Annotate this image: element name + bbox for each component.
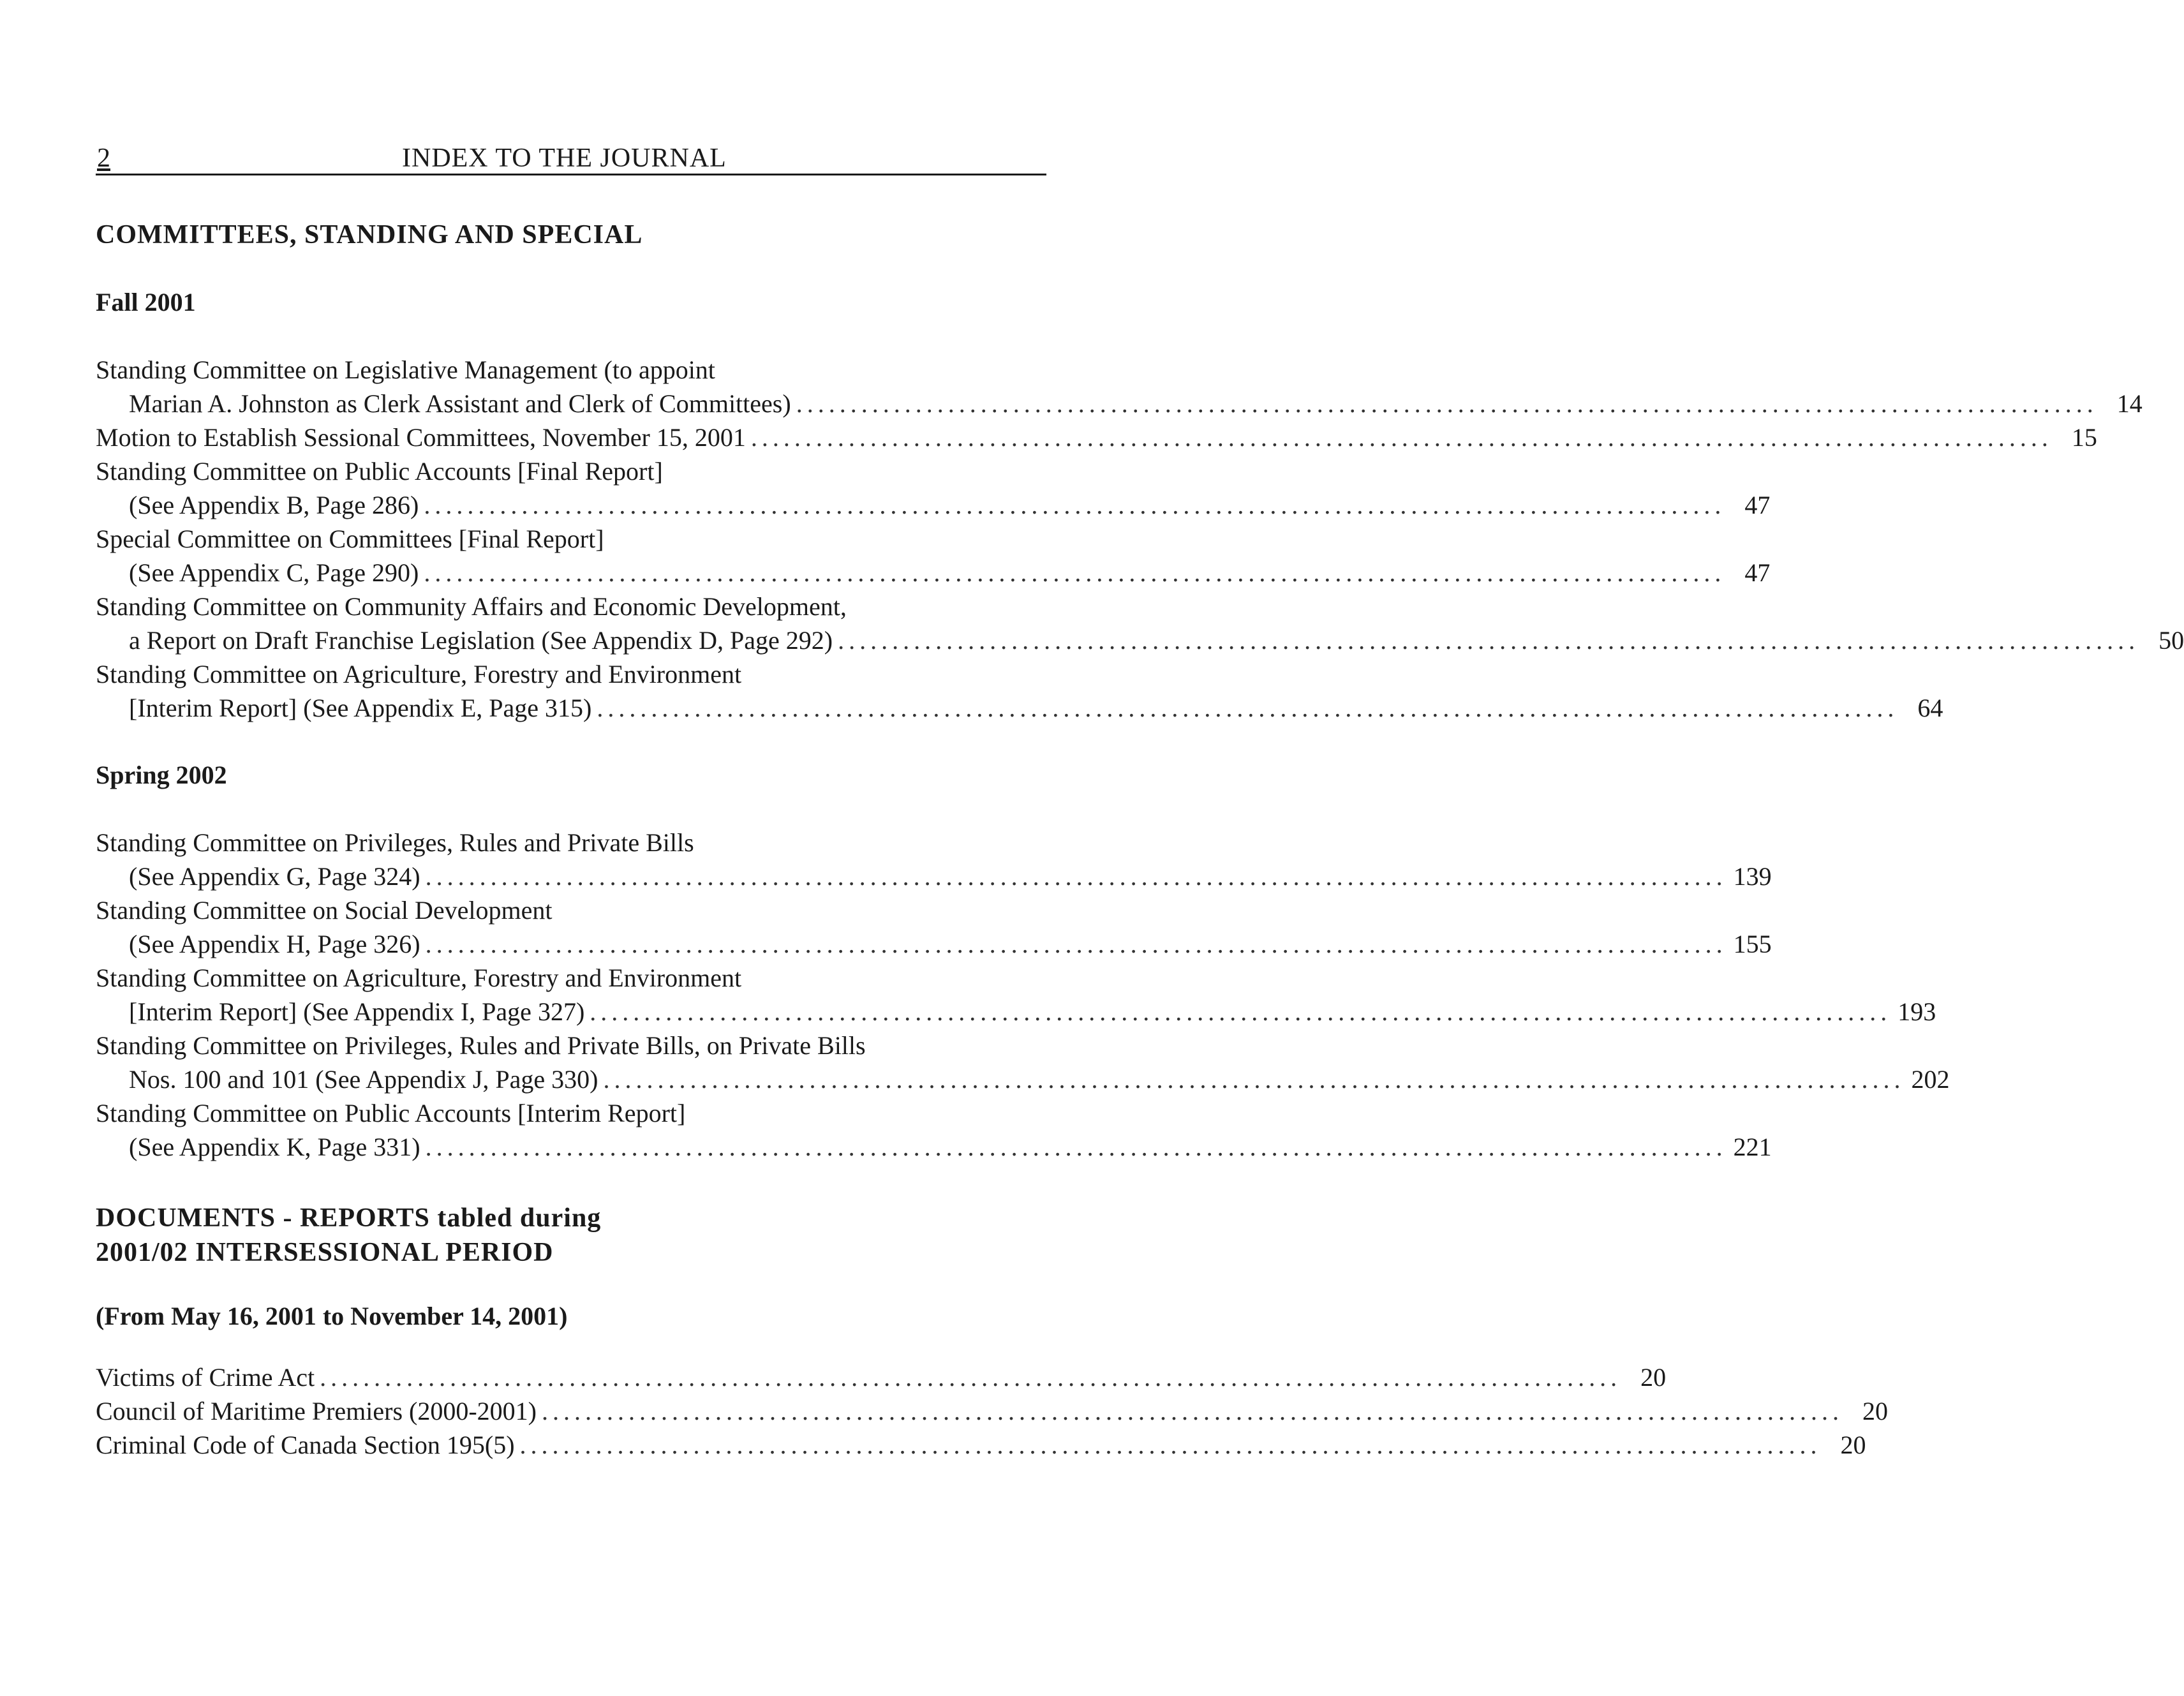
entry-line xyxy=(96,454,1046,488)
page-reference: 202 xyxy=(1911,1065,1950,1094)
spring-2002-heading: Spring 2002 xyxy=(96,761,227,789)
index-entry xyxy=(96,961,1936,1029)
dot-leader: ........................................................................................................................ xyxy=(320,1363,1622,1392)
page-reference: 155 xyxy=(1733,930,1772,958)
dot-leader: ........................................................................................................................ xyxy=(750,423,2053,452)
dot-leader: ........................................................................................................................ xyxy=(519,1431,1822,1459)
index-entry xyxy=(96,893,1772,961)
entry-title: Motion to Establish Sessional Committees, November 15, 2001 xyxy=(96,423,746,452)
page-reference: 139 xyxy=(1733,862,1772,891)
index-entry xyxy=(96,353,2143,420)
entry-line xyxy=(96,1394,1888,1428)
dot-leader: ........................................................................................................................ xyxy=(796,389,2098,418)
dot-leader: ........................................................................................................................ xyxy=(424,558,1726,587)
dot-leader: ........................................................................................................................ xyxy=(425,862,1727,891)
fall-2001-entries xyxy=(96,353,2184,725)
entry-title: Standing Committee on Public Accounts [Final Report] xyxy=(96,457,663,486)
index-entry xyxy=(96,1428,1866,1462)
index-entry xyxy=(96,1394,1888,1428)
documents-entries xyxy=(96,1360,1888,1462)
entry-title: Standing Committee on Community Affairs and Economic Development, xyxy=(96,592,847,621)
entry-title: Council of Maritime Premiers (2000-2001) xyxy=(96,1397,537,1425)
dot-leader: ........................................................................................................................ xyxy=(597,694,1899,722)
page-reference: 20 xyxy=(1640,1363,1667,1392)
entry-continuation: Marian A. Johnston as Clerk Assistant and Clerk of Committees) xyxy=(129,389,791,418)
entry-continuation-line xyxy=(96,995,1936,1029)
page-reference: 20 xyxy=(1840,1431,1866,1459)
committees-heading: COMMITTEES, STANDING AND SPECIAL xyxy=(96,220,643,249)
entry-title: Standing Committee on Privileges, Rules and Private Bills xyxy=(96,828,694,857)
page-reference: 15 xyxy=(2071,423,2097,452)
index-entry xyxy=(96,1096,1772,1164)
entry-continuation: (See Appendix B, Page 286) xyxy=(129,491,419,519)
entry-continuation-line xyxy=(96,859,1772,893)
entry-line xyxy=(96,893,1046,927)
entry-title: Standing Committee on Legislative Management (to appoint xyxy=(96,355,715,384)
entry-title: Victims of Crime Act xyxy=(96,1363,315,1392)
dot-leader: ........................................................................................................................ xyxy=(603,1065,1905,1094)
index-entry xyxy=(96,590,2184,657)
entry-continuation-line xyxy=(96,927,1772,961)
entry-continuation-line xyxy=(96,623,2184,657)
entry-title: Standing Committee on Agriculture, Forestry and Environment xyxy=(96,660,742,688)
entry-line xyxy=(96,826,1046,859)
entry-title: Special Committee on Committees [Final Report] xyxy=(96,524,604,553)
entry-title: Standing Committee on Public Accounts [Interim Report] xyxy=(96,1099,686,1127)
journal-title: INDEX TO THE JOURNAL xyxy=(402,144,727,173)
entry-line xyxy=(96,1029,1046,1062)
entry-line xyxy=(96,1428,1866,1462)
entry-line xyxy=(96,1096,1046,1130)
index-entry xyxy=(96,454,1771,522)
page-reference: 47 xyxy=(1744,558,1771,587)
entry-continuation: Nos. 100 and 101 (See Appendix J, Page 330) xyxy=(129,1065,598,1094)
dot-leader: ........................................................................................................................ xyxy=(425,1133,1727,1161)
documents-period: (From May 16, 2001 to November 14, 2001) xyxy=(96,1302,568,1330)
page-reference: 20 xyxy=(1862,1397,1888,1425)
index-entry xyxy=(96,826,1772,893)
entry-continuation: [Interim Report] (See Appendix I, Page 327) xyxy=(129,997,585,1026)
running-header xyxy=(96,134,1046,175)
dot-leader: ........................................................................................................................ xyxy=(590,997,1892,1026)
entry-continuation-line xyxy=(96,488,1771,522)
page-reference: 221 xyxy=(1733,1133,1772,1161)
entry-continuation: a Report on Draft Franchise Legislation (See Appendix D, Page 292) xyxy=(129,626,833,655)
entry-continuation-line xyxy=(96,1130,1772,1164)
documents-heading xyxy=(96,1201,1046,1270)
entry-continuation: (See Appendix K, Page 331) xyxy=(129,1133,420,1161)
entry-continuation-line xyxy=(96,1062,1950,1096)
entry-line xyxy=(96,590,1046,623)
entry-continuation: (See Appendix C, Page 290) xyxy=(129,558,419,587)
entry-continuation: [Interim Report] (See Appendix E, Page 315) xyxy=(129,694,592,722)
entry-continuation-line xyxy=(96,387,2143,420)
entry-line xyxy=(96,961,1046,995)
documents-heading-line-2: 2001/02 INTERSESSIONAL PERIOD xyxy=(96,1238,554,1267)
entry-line xyxy=(96,353,1046,387)
fall-2001-heading: Fall 2001 xyxy=(96,288,196,316)
entry-continuation: (See Appendix H, Page 326) xyxy=(129,930,420,958)
entry-line xyxy=(96,522,1046,556)
page-number: 2 xyxy=(97,144,110,173)
dot-leader: ........................................................................................................................ xyxy=(424,491,1726,519)
entry-continuation: (See Appendix G, Page 324) xyxy=(129,862,420,891)
entry-title: Standing Committee on Privileges, Rules and Private Bills, on Private Bills xyxy=(96,1031,866,1060)
dot-leader: ........................................................................................................................ xyxy=(838,626,2140,655)
page-reference: 193 xyxy=(1898,997,1936,1026)
entry-line xyxy=(96,420,2097,454)
entry-title: Criminal Code of Canada Section 195(5) xyxy=(96,1431,515,1459)
spring-2002-entries xyxy=(96,826,1950,1164)
entry-title: Standing Committee on Agriculture, Forestry and Environment xyxy=(96,963,742,992)
dot-leader: ........................................................................................................................ xyxy=(541,1397,1843,1425)
page-reference: 47 xyxy=(1744,491,1771,519)
page-reference: 14 xyxy=(2116,389,2143,418)
entry-title: Standing Committee on Social Development xyxy=(96,896,553,925)
index-entry xyxy=(96,1029,1950,1096)
index-entry xyxy=(96,522,1771,590)
index-entry xyxy=(96,420,2097,454)
entry-continuation-line xyxy=(96,691,1943,725)
page-reference: 64 xyxy=(1917,694,1943,722)
index-entry xyxy=(96,657,1943,725)
index-page xyxy=(96,134,2184,1462)
entry-line xyxy=(96,657,1046,691)
documents-heading-line-1: DOCUMENTS - REPORTS tabled during xyxy=(96,1203,602,1233)
entry-continuation-line xyxy=(96,556,1771,590)
page-reference: 50 xyxy=(2158,626,2184,655)
entry-line xyxy=(96,1360,1667,1394)
index-entry xyxy=(96,1360,1667,1394)
dot-leader: ........................................................................................................................ xyxy=(425,930,1727,958)
